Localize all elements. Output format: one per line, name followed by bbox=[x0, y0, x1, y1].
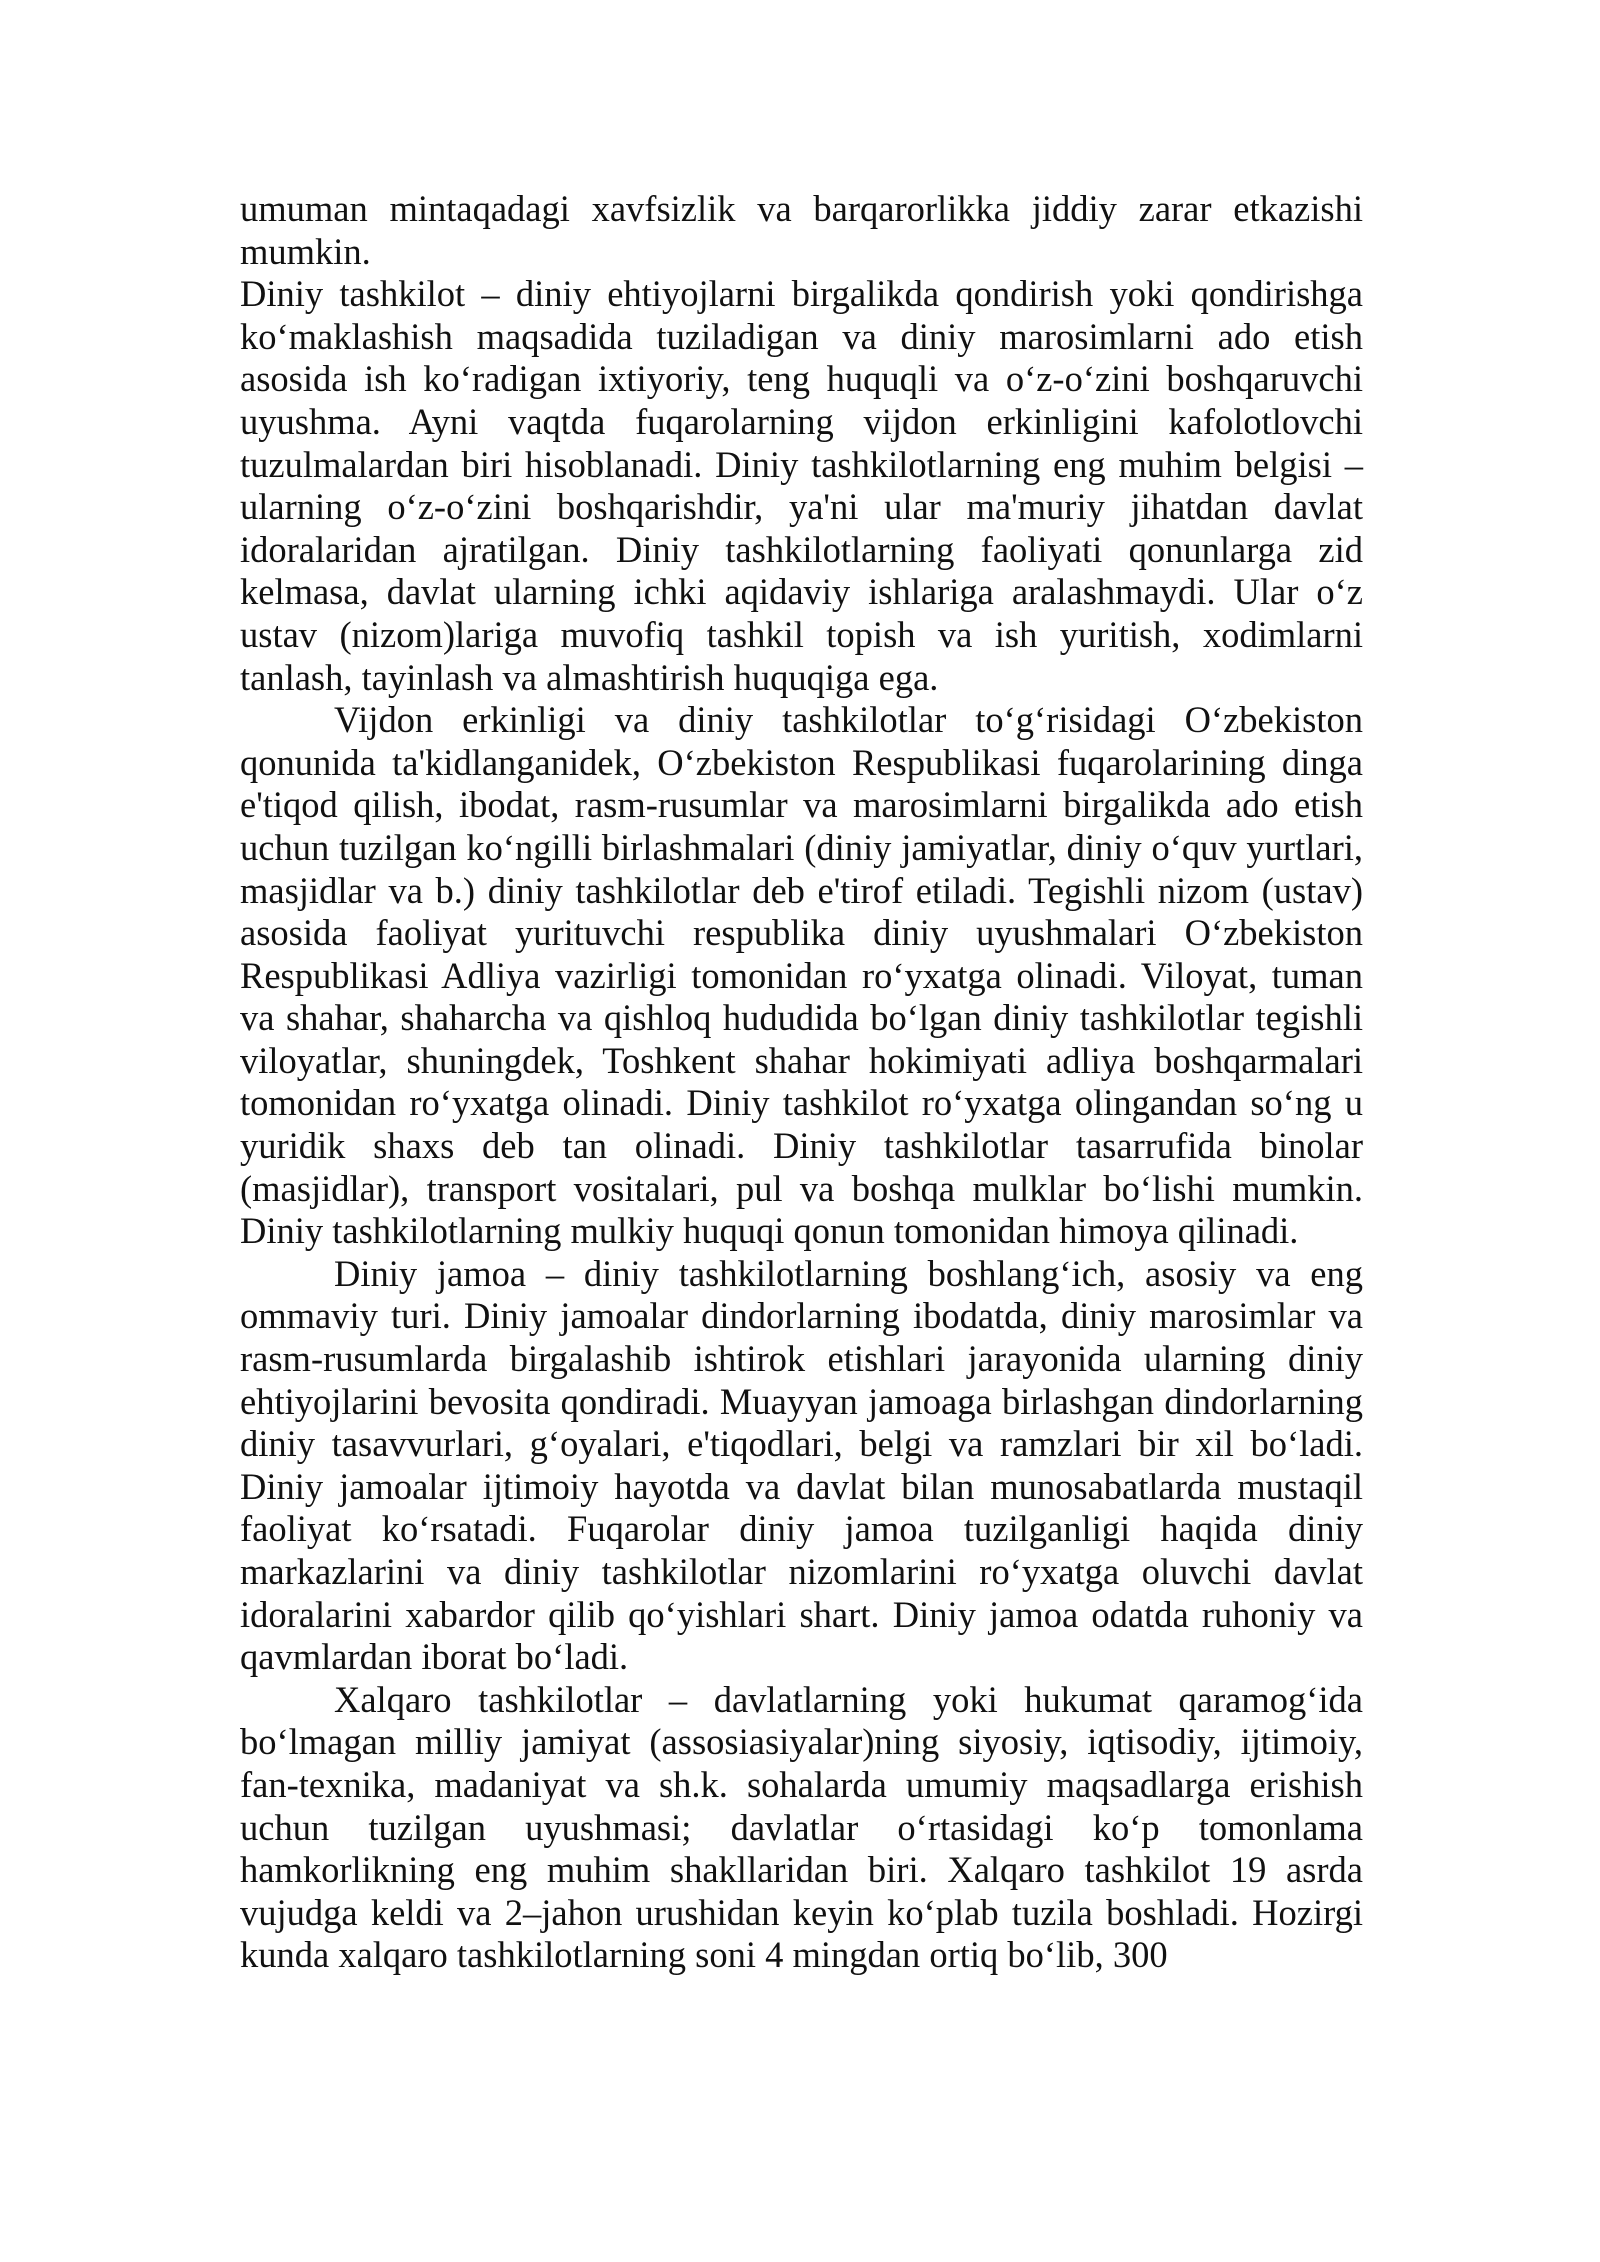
paragraph-xalqaro-tashkilotlar: Xalqaro tashkilotlar – davlatlarning yoki hukumat qaramog‘ida bo‘lmagan milliy jamiyat (assosiasiyalar)ning siyosiy, iqtisodiy, ijtimoiy, fan-texnika, madaniyat va sh.k. sohalarda umumiy maqsadlarga erishish uchun tuzilgan uyushmasi; davlatlar o‘rtasidagi ko‘p tomonlama hamkorlikning eng muhim shakllaridan biri. Xalqaro tashkilot 19 asrda vujudga keldi va 2–jahon urushidan keyin ko‘plab tuzila boshladi. Hozirgi kunda xalqaro tashkilotlarning soni 4 mingdan ortiq bo‘lib, 300 bbox=[240, 1678, 1363, 1976]
paragraph-diniy-tashkilot: Diniy tashkilot – diniy ehtiyojlarni birgalikda qondirish yoki qondirishga ko‘maklashish maqsadida tuziladigan va diniy marosimlarni ado etish asosida ish ko‘radigan ixtiyoriy, teng huquqli va o‘z-o‘zini boshqaruvchi uyushma. Ayni vaqtda fuqarolarning vijdon erkinligini kafolotlovchi tuzulmalardan biri hisoblanadi. Diniy tashkilotlarning eng muhim belgisi – ularning o‘z-o‘zini boshqarishdir, ya'ni ular ma'muriy jihatdan davlat idoralaridan ajratilgan. Diniy tashkilotlarning faoliyati qonunlarga zid kelmasa, davlat ularning ichki aqidaviy ishlariga aralashmaydi. Ular o‘z ustav (nizom)lariga muvofiq tashkil topish va ish yuritish, xodimlarni tanlash, tayinlash va almashtirish huquqiga ega. bbox=[240, 273, 1363, 698]
paragraph-vijdon-erkinligi: Vijdon erkinligi va diniy tashkilotlar to‘g‘risidagi O‘zbekiston qonunida ta'kidlanganidek, O‘zbekiston Respublikasi fuqarolarining dinga e'tiqod qilish, ibodat, rasm-rusumlar va marosimlarni birgalikda ado etish uchun tuzilgan ko‘ngilli birlashmalari (diniy jamiyatlar, diniy o‘quv yurtlari, masjidlar va b.) diniy tashkilotlar deb e'tirof etiladi. Tegishli nizom (ustav) asosida faoliyat yurituvchi respublika diniy uyushmalari O‘zbekiston Respublikasi Adliya vazirligi tomonidan ro‘yxatga olinadi. Viloyat, tuman va shahar, shaharcha va qishloq hududida bo‘lgan diniy tashkilotlar tegishli viloyatlar, shuningdek, Toshkent shahar hokimiyati adliya boshqarmalari tomonidan ro‘yxatga olinadi. Diniy tashkilot ro‘yxatga olingandan so‘ng u yuridik shaxs deb tan olinadi. Diniy tashkilotlar tasarrufida binolar (masjidlar), transport vositalari, pul va boshqa mulklar bo‘lishi mumkin. Diniy tashkilotlarning mulkiy huquqi qonun tomonidan himoya qilinadi. bbox=[240, 699, 1363, 1252]
paragraph-diniy-jamoa: Diniy jamoa – diniy tashkilotlarning boshlang‘ich, asosiy va eng ommaviy turi. Diniy jamoalar dindorlarning ibodatda, diniy marosimlar va rasm-rusumlarda birgalashib ishtirok etishlari jarayonida ularning diniy ehtiyojlarini bevosita qondiradi. Muayyan jamoaga birlashgan dindorlarning diniy tasavvurlari, g‘oyalari, e'tiqodlari, belgi va ramzlari bir xil bo‘ladi. Diniy jamoalar ijtimoiy hayotda va davlat bilan munosabatlarda mustaqil faoliyat ko‘rsatadi. Fuqarolar diniy jamoa tuzilganligi haqida diniy markazlarini va diniy tashkilotlar nizomlarini ro‘yxatga oluvchi davlat idoralarini xabardor qilib qo‘yishlari shart. Diniy jamoa odatda ruhoniy va qavmlardan iborat bo‘ladi. bbox=[240, 1252, 1363, 1678]
document-body bbox=[240, 188, 1363, 1977]
paragraph-continuation: umuman mintaqadagi xavfsizlik va barqarorlikka jiddiy zarar etkazishi mumkin. bbox=[240, 188, 1363, 272]
